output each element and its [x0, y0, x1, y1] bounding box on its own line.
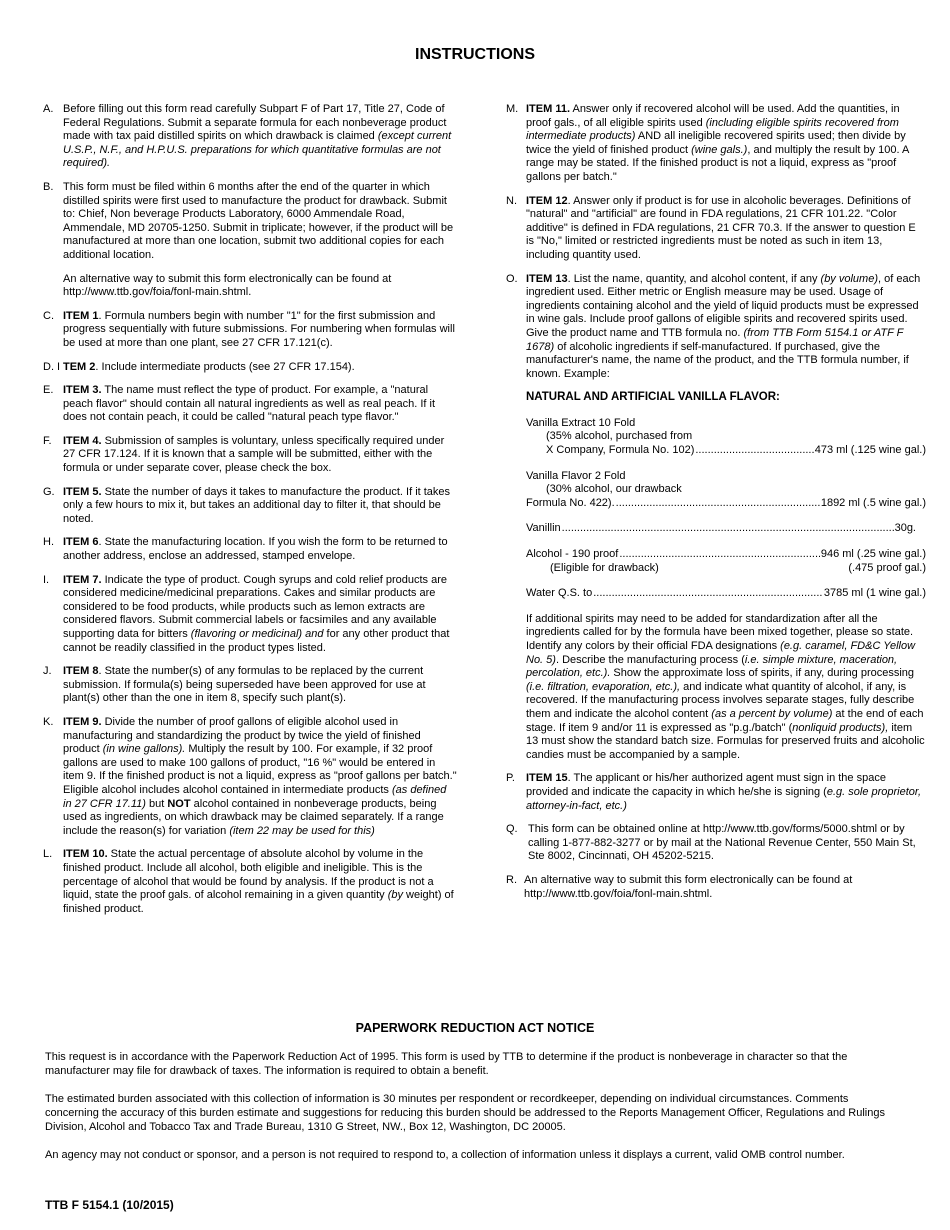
example-2-name: Vanilla Flavor 2 Fold: [526, 469, 626, 482]
instruction-g: G. ITEM 5. State the number of days it takes to manufacture the product. If it takes only a few hours to mix it, but takes an additional day to filter it, that should be noted.: [43, 485, 451, 525]
instruction-f: F. ITEM 4. Submission of samples is voluntary, unless specifically required under 27 CFR 17.124. If it is known that a sample will be submitted, either with the formula or under separate cover, please check the box.: [43, 434, 445, 475]
example-heading: NATURAL AND ARTIFICIAL VANILLA FLAVOR:: [526, 391, 780, 404]
notice-paragraph-3: An agency may not conduct or sponsor, and a person is not required to respond to, a collection of information unless it displays a current, valid OMB control number.: [45, 1149, 845, 1161]
instruction-l: L. ITEM 10. State the actual percentage of absolute alcohol by volume in the finished product. Include all alcohol, both eligible and ineligible. This is the percentage of alcohol that would be found by analysis. If the product is not a liquid, state the proof gals. of alcohol remaining in a given quantity (by weight) of finished product.: [43, 848, 454, 915]
instruction-c: C. ITEM 1. Formula numbers begin with number "1" for the first submission and progress sequentially with future submissions. For numbering when formulas will be used at more than one plant, see 27 CFR 17.121(c).: [43, 309, 455, 349]
instruction-j: J. ITEM 8. State the number(s) of any formulas to be replaced by the current submission. If formula(s) being superseded have been approved for use at plant(s) other than the one in item 8, specify such plant(s).: [43, 665, 426, 705]
example-followup: If additional spirits may need to be added for standardization after all the ingredients called for by the formula have been mixed together, please so state. Identify any colors by their official FDA designations (e.g. caramel, FD&C Yellow No. 5). Describe the manufacturing process (i.e. simple mixture, maceration, percolation, etc.). Show the approximate loss of spirits, if any, during processing (i.e. filtration, evaporation, etc.), and indicate what quantity of alcohol, if any, is recovered. If the manufacturing process involves separate stages, fully describe them and indicate the alcohol content (as a percent by volume) at the end of each stage. If item 9 and/or 11 is expressed as "p.g./batch" (nonliquid products), item 13 must show the standard batch size. Formulas for preserved fruits and alcoholic candies must be accompanied by a sample.: [526, 612, 925, 761]
instruction-m: M. ITEM 11. Answer only if recovered alcohol will be used. Add the quantities, in proof gals., of all eligible spirits used (including eligible spirits recovered from intermediate products) AND all ineligible recovered spirits used; then divide by twice the yield of finished product (wine gals.), and multiply the result by 100. A range may be stated. If the finished product is not a liquid, express as "proof gallons per batch.": [506, 103, 909, 183]
example-5-line: Water Q.S. to ..... 3785 ml (1 wine gal.): [526, 587, 926, 601]
instruction-k: K. ITEM 9. Divide the number of proof gallons of eligible alcohol used in manufacturing and standardizing the product by twice the yield of finished product (in wine gallons). Multiply the result by 100. For example, if 32 proof gallons are used to make 100 gallons of product, "16 %" would be entered in item 9. If the finished product is not a liquid, express as "proof gallons per batch." Eligible alcohol includes alcohol contained in intermediate products (as defined in 27 CFR 17.11) but NOT alcohol contained in nonbeverage products, being used as ingredients, on which drawback may be claimed separately. If a range include the reason(s) for variation (item 22 may be used for this): [43, 715, 457, 837]
example-4-note: (Eligible for drawback) (.475 proof gal.): [550, 561, 926, 574]
instruction-e: E. ITEM 3. The name must reflect the type of product. For example, a "natural peach flavor" should contain all natural ingredients as well as real peach. If it does not contain peach, it could be called "natural peach type flavor.": [43, 384, 436, 424]
notice-paragraph-1: This request is in accordance with the Paperwork Reduction Act of 1995. This form is used by TTB to determine if the product is nonbeverage in character so that the manufacturer may file for drawback of taxes. The information is required to obtain a benefit.: [45, 1051, 848, 1077]
instruction-r: R. An alternative way to submit this form electronically can be found at http://www.ttb.gov/foia/fonl-main.shtml.: [506, 873, 853, 900]
example-3-line: Vanillin ..... 30g.: [526, 522, 926, 536]
example-1-name: Vanilla Extract 10 Fold: [526, 416, 636, 429]
example-4-line: Alcohol - 190 proof ..... 946 ml (.25 wine gal.): [526, 548, 926, 562]
instruction-n: N. ITEM 12. Answer only if product is for use in alcoholic beverages. Definitions of "natural" and "artificial" are found in FDA regulations, 21 CFR 101.22. "Color additive" is defined in FDA regulations, 21 CFR 70.3. If the answer to question E is "No," limited or restricted ingredients must be noted as such in item 13, including quantity used.: [506, 194, 916, 261]
instruction-b: B. This form must be filed within 6 months after the end of the quarter in which distilled spirits were first used to manufacture the product for drawback. Submit to: Chief, Non beverage Products Laboratory, 6000 Ammendale Road, Ammendale, MD 20705-1250. Submit in triplicate; however, if the product will be manufactured at more than one location, submit two additional copies for each additional location.: [43, 180, 454, 261]
right-column: [506, 103, 926, 911]
paperwork-notice-title: PAPERWORK REDUCTION ACT NOTICE: [355, 1021, 595, 1035]
instruction-o: O. ITEM 13. List the name, quantity, and alcohol content, if any (by volume), of each ingredient used. Either metric or English measure may be used. Usage of ingredients containing alcohol and the yield of liquid products must be expressed in wine gals. Include proof gallons of eligible spirits and recovered spirits used. Give the product name and TTB formula no. (from TTB Form 5154.1 or ATF F 1678) of alcoholic ingredients if self-manufactured. If purchased, give the manufacturer's name, the name of the product, and the TTB formula number, if known. Example:: [506, 272, 921, 380]
form-number: TTB F 5154.1 (10/2015): [45, 1198, 174, 1212]
example-2-desc: (30% alcohol, our drawback: [546, 483, 682, 496]
notice-paragraph-2: The estimated burden associated with this collection of information is 30 minutes per respondent or recordkeeper, depending on individual circumstances. Comments concerning the accuracy of this burden estimate and suggestions for reducing this burden should be addressed to the Reports Management Officer, Regulations and Rulings Division, Alcohol and Tobacco Tax and Trade Bureau, 1310 G Street, NW., Box 12, Washington, DC 20005.: [45, 1093, 885, 1133]
example-2-line: Formula No. 422). ..... 1892 ml (.5 wine gal.): [526, 497, 926, 511]
instruction-h: H. ITEM 6. State the manufacturing location. If you wish the form to be returned to another address, enclose an addressed, stamped envelope.: [43, 536, 448, 563]
example-1-desc: (35% alcohol, purchased from: [546, 430, 693, 443]
instruction-i: I. ITEM 7. Indicate the type of product. Cough syrups and cold relief products are considered medicine/medicinal preparations. Cakes and similar products are considered to be food products, while products such as lemon extracts are considered flavors. Submit commercial labels or facsimiles and any available supporting data for bitters (flavoring or medicinal) and for any other product that cannot be readily classified in the product types listed.: [43, 573, 450, 654]
instruction-b-alternative: An alternative way to submit this form electronically can be found at http://www.ttb.gov/foia/fonl-main.shtml.: [63, 272, 392, 299]
page-title: INSTRUCTIONS: [415, 46, 535, 63]
example-1-line: X Company, Formula No. 102) ..... 473 ml (.125 wine gal.): [526, 444, 926, 458]
instruction-d: D. I TEM 2. Include intermediate products (see 27 CFR 17.154).: [43, 360, 355, 373]
instruction-p: P. ITEM 15. The applicant or his/her authorized agent must sign in the space provided and indicate the capacity in which he/she is signing (e.g. sole proprietor, attorney-in-fact, etc.): [506, 772, 922, 812]
left-column: [43, 103, 458, 926]
instruction-q: Q. This form can be obtained online at http://www.ttb.gov/forms/5000.shtml or by calling 1-877-882-3277 or by mail at the National Revenue Center, 550 Main St, Ste 8002, Cincinnati, OH 45202-5215.: [506, 823, 916, 863]
instruction-a: A. Before filling out this form read carefully Subpart F of Part 17, Title 27, Code of Federal Regulations. Submit a separate formula for each nonbeverage product made with tax paid distilled spirits on which drawback is claimed (except current U.S.P., N.F., and H.P.U.S. preparations for which quantitative formulas are not required).: [43, 103, 452, 170]
example-list: [526, 417, 926, 613]
